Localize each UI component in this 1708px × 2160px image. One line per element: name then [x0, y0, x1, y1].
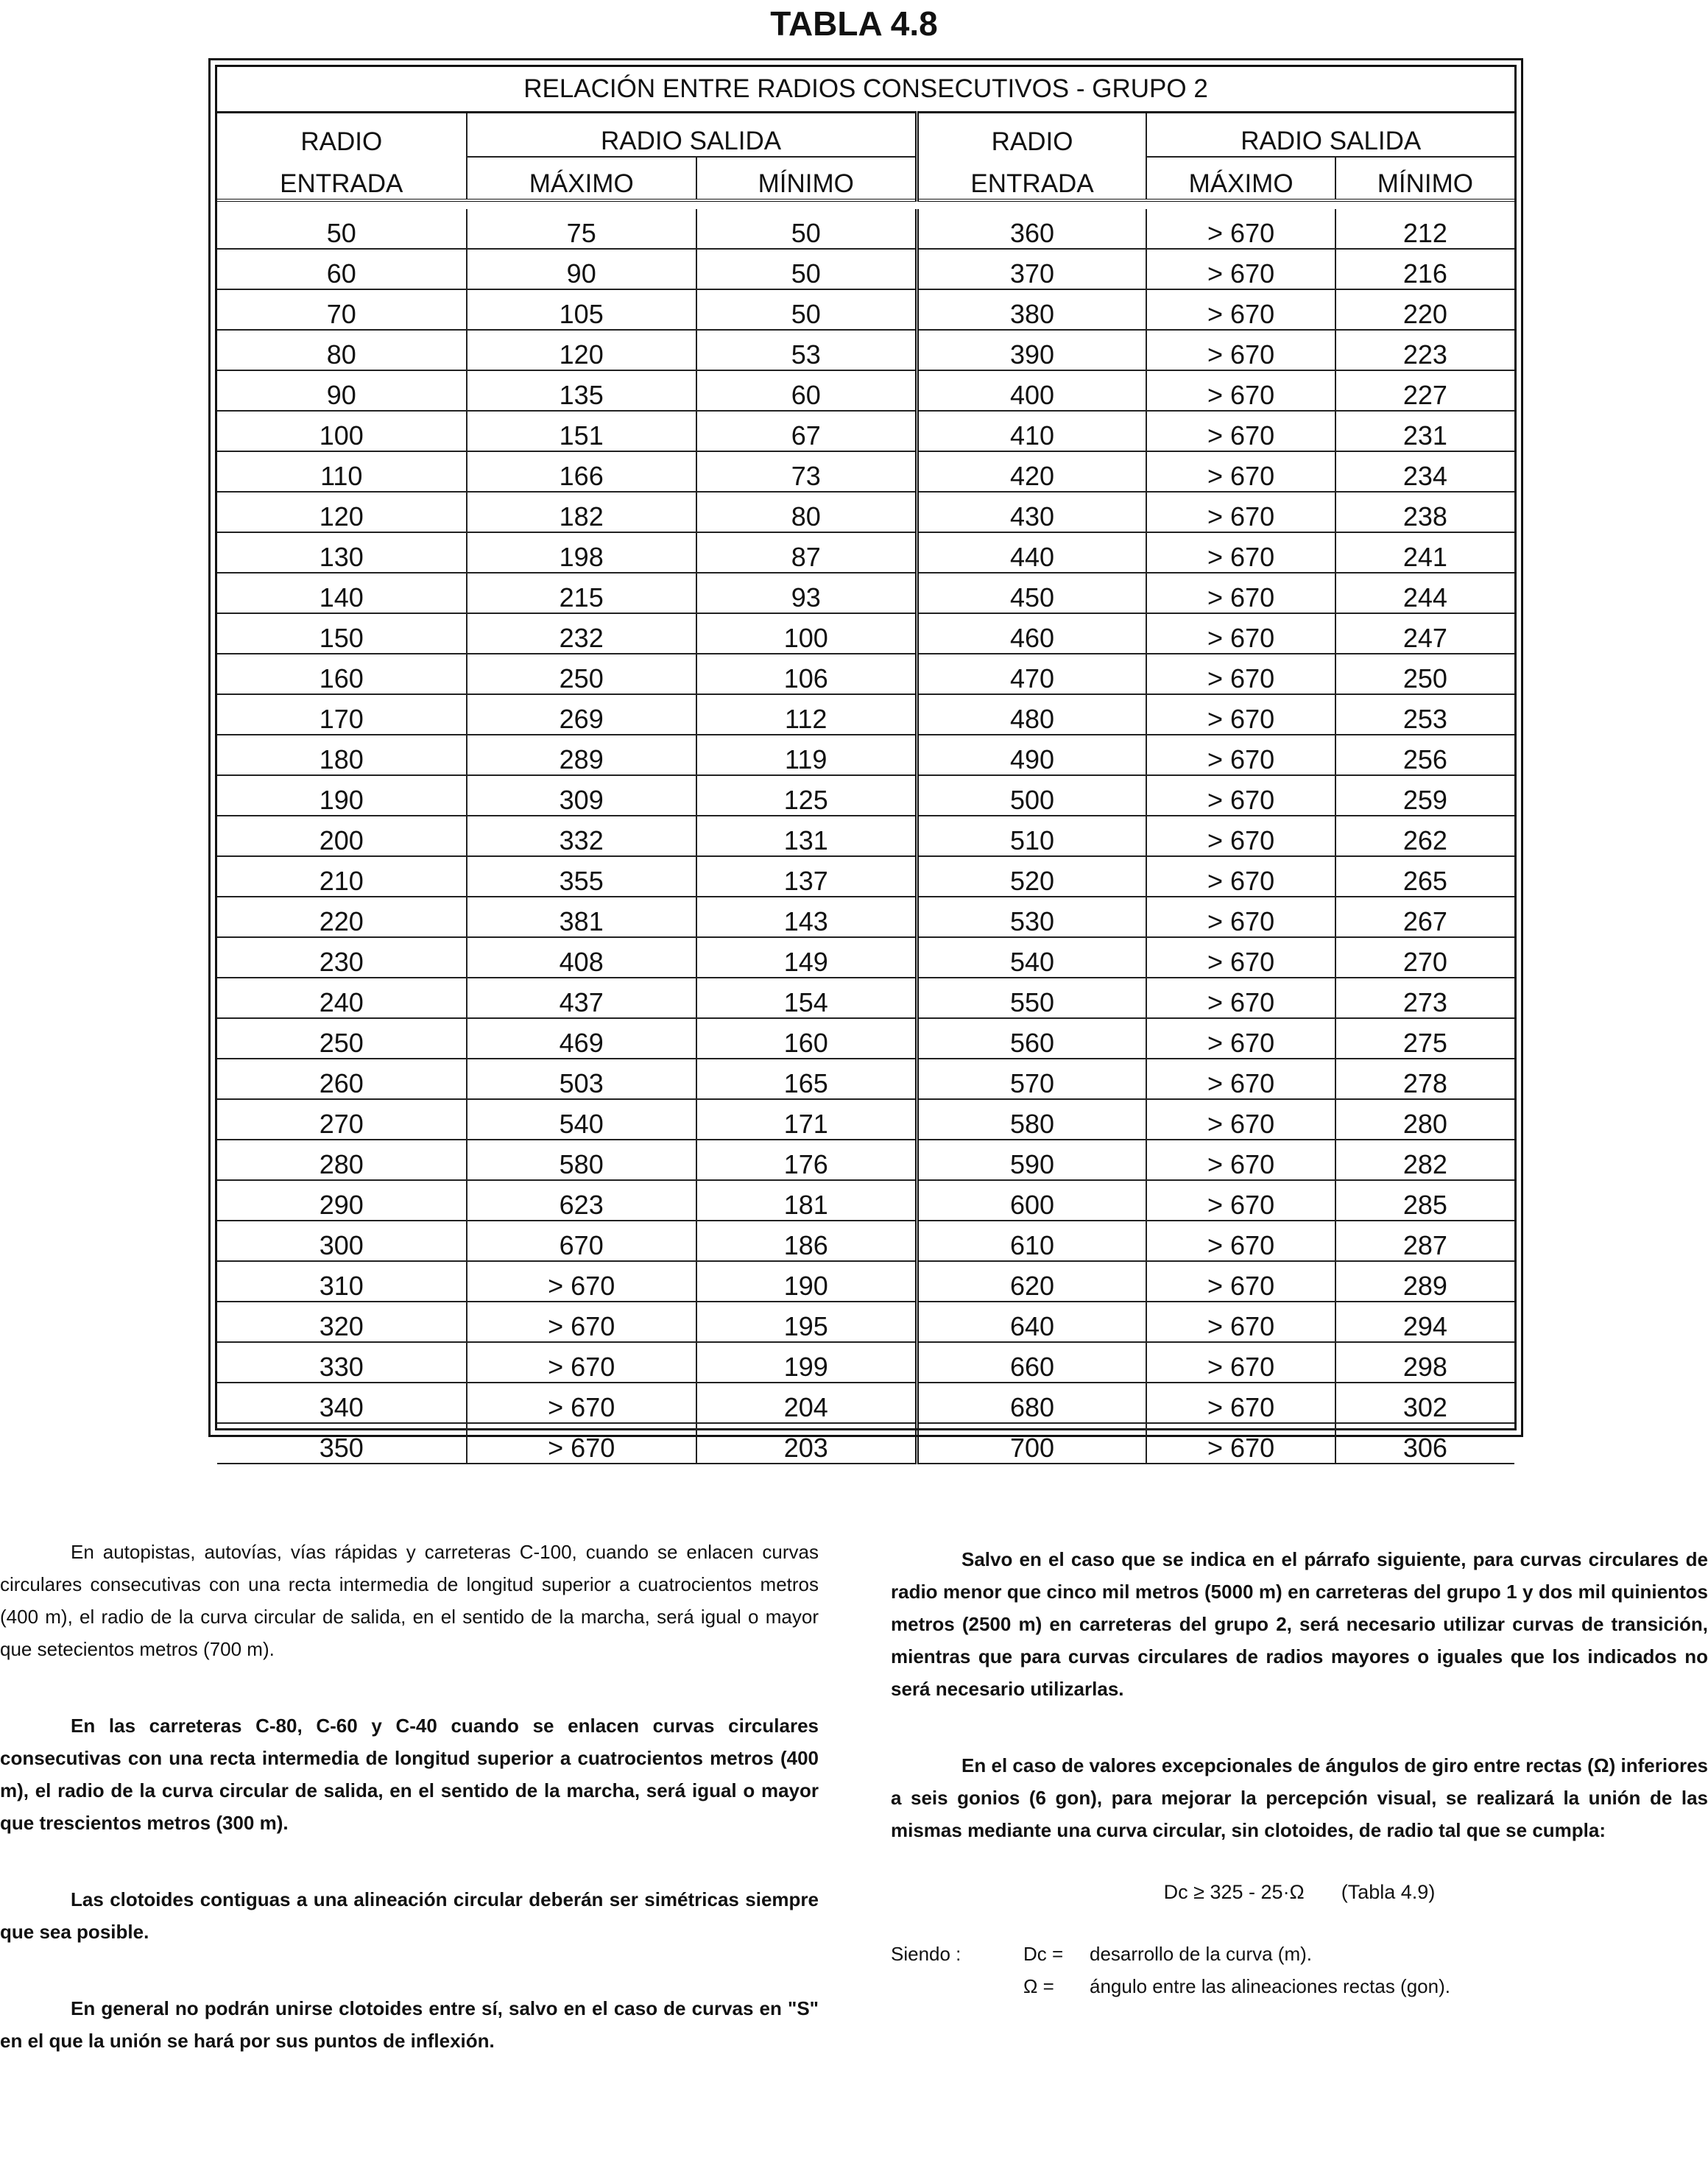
cell-minimo-left: 171	[696, 1099, 917, 1140]
cell-maximo-right: > 670	[1146, 1423, 1335, 1464]
cell-entrada-left: 110	[217, 451, 467, 492]
cell-entrada-right: 370	[917, 249, 1146, 289]
cell-maximo-left: 623	[467, 1180, 696, 1221]
cell-maximo-left: > 670	[467, 1342, 696, 1383]
table-title: TABLA 4.8	[770, 4, 938, 43]
cell-entrada-left: 290	[217, 1180, 467, 1221]
table-row	[217, 897, 1514, 937]
table-row	[217, 978, 1514, 1018]
cell-minimo-left: 50	[696, 209, 917, 249]
cell-entrada-left: 180	[217, 735, 467, 775]
table-row	[217, 370, 1514, 411]
table-row	[217, 1221, 1514, 1261]
cell-entrada-left: 210	[217, 856, 467, 897]
cell-maximo-left: 381	[467, 897, 696, 937]
table-row	[217, 735, 1514, 775]
cell-maximo-left: 309	[467, 775, 696, 816]
cell-minimo-left: 165	[696, 1059, 917, 1099]
cell-minimo-left: 181	[696, 1180, 917, 1221]
radii-table-frame	[208, 58, 1523, 1463]
cell-minimo-right: 278	[1335, 1059, 1514, 1099]
cell-maximo-left: 289	[467, 735, 696, 775]
definition-symbol-omega: Ω =	[1023, 1975, 1054, 1997]
cell-entrada-left: 80	[217, 330, 467, 370]
radii-table-inner	[215, 65, 1517, 1463]
header-row-2	[217, 157, 1514, 200]
cell-entrada-right: 570	[917, 1059, 1146, 1099]
definition-symbol-dc: Dc =	[1023, 1943, 1064, 1965]
header-entrada-left: ENTRADA	[217, 157, 467, 200]
cell-entrada-right: 470	[917, 654, 1146, 694]
paragraph-clotoides-simetricas: Las clotoides contiguas a una alineación circular deberán ser simétricas siempre que sea posible.	[0, 1888, 819, 1943]
cell-minimo-right: 234	[1335, 451, 1514, 492]
paragraph-angulos-giro: En el caso de valores excepcionales de ángulos de giro entre rectas (Ω) inferiores a seis gonios (6 gon), para mejorar la percepción visual, se realizará la unión de las mismas mediante una curva circular, sin clotoides, de radio tal que se cumpla:	[891, 1754, 1708, 1841]
cell-minimo-left: 50	[696, 249, 917, 289]
cell-maximo-right: > 670	[1146, 816, 1335, 856]
cell-entrada-left: 280	[217, 1140, 467, 1180]
cell-maximo-left: 670	[467, 1221, 696, 1261]
cell-entrada-left: 240	[217, 978, 467, 1018]
cell-maximo-left: 503	[467, 1059, 696, 1099]
cell-maximo-left: 215	[467, 573, 696, 613]
cell-maximo-left: 166	[467, 451, 696, 492]
table-row	[217, 1261, 1514, 1302]
paragraph-carreteras-c80: En las carreteras C-80, C-60 y C-40 cuando se enlacen curvas circulares consecutivas con una recta intermedia de longitud superior a cuatrocientos metros (400 m), el radio de la curva circular de salida, en el sentido de la marcha, será igual o mayor que trescientos metros (300 m).	[0, 1715, 819, 1834]
cell-minimo-right: 250	[1335, 654, 1514, 694]
cell-minimo-right: 212	[1335, 209, 1514, 249]
cell-entrada-right: 440	[917, 532, 1146, 573]
table-row	[217, 289, 1514, 330]
table-row	[217, 451, 1514, 492]
table-row	[217, 816, 1514, 856]
cell-minimo-right: 302	[1335, 1383, 1514, 1423]
header-row-1	[217, 113, 1514, 158]
table-row	[217, 411, 1514, 451]
header-radio-left: RADIO	[217, 113, 467, 158]
table-row	[217, 856, 1514, 897]
cell-maximo-left: 120	[467, 330, 696, 370]
cell-minimo-left: 195	[696, 1302, 917, 1342]
header-maximo-left: MÁXIMO	[467, 157, 696, 200]
cell-maximo-right: > 670	[1146, 654, 1335, 694]
table-row	[217, 330, 1514, 370]
cell-maximo-left: 75	[467, 209, 696, 249]
cell-minimo-left: 204	[696, 1383, 917, 1423]
cell-entrada-right: 360	[917, 209, 1146, 249]
cell-maximo-left: 540	[467, 1099, 696, 1140]
cell-entrada-right: 660	[917, 1342, 1146, 1383]
cell-entrada-left: 170	[217, 694, 467, 735]
cell-minimo-left: 73	[696, 451, 917, 492]
formula	[891, 1876, 1708, 1908]
cell-entrada-left: 150	[217, 613, 467, 654]
cell-maximo-left: > 670	[467, 1261, 696, 1302]
cell-minimo-right: 220	[1335, 289, 1514, 330]
cell-entrada-right: 450	[917, 573, 1146, 613]
cell-maximo-right: > 670	[1146, 209, 1335, 249]
cell-entrada-right: 540	[917, 937, 1146, 978]
cell-entrada-left: 120	[217, 492, 467, 532]
cell-maximo-left: 90	[467, 249, 696, 289]
cell-minimo-right: 298	[1335, 1342, 1514, 1383]
cell-maximo-right: > 670	[1146, 694, 1335, 735]
cell-minimo-left: 119	[696, 735, 917, 775]
right-text-column	[891, 1543, 1708, 2002]
cell-maximo-right: > 670	[1146, 1342, 1335, 1383]
cell-minimo-right: 227	[1335, 370, 1514, 411]
cell-minimo-left: 80	[696, 492, 917, 532]
cell-entrada-left: 230	[217, 937, 467, 978]
cell-entrada-right: 640	[917, 1302, 1146, 1342]
cell-maximo-right: > 670	[1146, 1018, 1335, 1059]
cell-maximo-right: > 670	[1146, 1180, 1335, 1221]
table-row	[217, 1018, 1514, 1059]
cell-entrada-right: 590	[917, 1140, 1146, 1180]
table-row	[217, 1342, 1514, 1383]
cell-minimo-left: 112	[696, 694, 917, 735]
cell-maximo-left: 182	[467, 492, 696, 532]
cell-maximo-right: > 670	[1146, 1099, 1335, 1140]
cell-entrada-right: 410	[917, 411, 1146, 451]
table-row	[217, 249, 1514, 289]
cell-entrada-right: 510	[917, 816, 1146, 856]
cell-maximo-left: 250	[467, 654, 696, 694]
cell-entrada-right: 560	[917, 1018, 1146, 1059]
cell-minimo-left: 100	[696, 613, 917, 654]
cell-entrada-right: 530	[917, 897, 1146, 937]
cell-minimo-right: 280	[1335, 1099, 1514, 1140]
cell-entrada-right: 400	[917, 370, 1146, 411]
table-caption: RELACIÓN ENTRE RADIOS CONSECUTIVOS - GRUPO 2	[217, 67, 1514, 113]
table-row	[217, 1423, 1514, 1464]
cell-maximo-right: > 670	[1146, 492, 1335, 532]
cell-maximo-right: > 670	[1146, 897, 1335, 937]
header-radio-salida-left: RADIO SALIDA	[467, 113, 917, 158]
cell-entrada-right: 610	[917, 1221, 1146, 1261]
cell-entrada-left: 200	[217, 816, 467, 856]
cell-minimo-left: 53	[696, 330, 917, 370]
cell-minimo-left: 160	[696, 1018, 917, 1059]
cell-minimo-left: 106	[696, 654, 917, 694]
cell-entrada-left: 260	[217, 1059, 467, 1099]
cell-minimo-left: 143	[696, 897, 917, 937]
cell-maximo-right: > 670	[1146, 978, 1335, 1018]
cell-entrada-right: 430	[917, 492, 1146, 532]
table-row	[217, 613, 1514, 654]
cell-minimo-right: 256	[1335, 735, 1514, 775]
cell-minimo-left: 203	[696, 1423, 917, 1464]
cell-minimo-right: 247	[1335, 613, 1514, 654]
table-row	[217, 1099, 1514, 1140]
cell-minimo-right: 267	[1335, 897, 1514, 937]
cell-maximo-right: > 670	[1146, 289, 1335, 330]
cell-entrada-left: 220	[217, 897, 467, 937]
cell-minimo-right: 223	[1335, 330, 1514, 370]
cell-entrada-left: 50	[217, 209, 467, 249]
cell-minimo-right: 287	[1335, 1221, 1514, 1261]
cell-maximo-right: > 670	[1146, 613, 1335, 654]
cell-entrada-right: 490	[917, 735, 1146, 775]
cell-maximo-left: > 670	[467, 1383, 696, 1423]
cell-entrada-left: 340	[217, 1383, 467, 1423]
cell-maximo-right: > 670	[1146, 451, 1335, 492]
table-row	[217, 1140, 1514, 1180]
cell-maximo-right: > 670	[1146, 775, 1335, 816]
cell-maximo-right: > 670	[1146, 573, 1335, 613]
header-minimo-left: MÍNIMO	[696, 157, 917, 200]
cell-minimo-left: 93	[696, 573, 917, 613]
cell-entrada-left: 300	[217, 1221, 467, 1261]
left-text-column	[0, 1536, 819, 2101]
cell-maximo-right: > 670	[1146, 370, 1335, 411]
cell-maximo-right: > 670	[1146, 1383, 1335, 1423]
cell-minimo-right: 259	[1335, 775, 1514, 816]
cell-minimo-right: 238	[1335, 492, 1514, 532]
cell-minimo-left: 125	[696, 775, 917, 816]
cell-entrada-right: 550	[917, 978, 1146, 1018]
cell-minimo-left: 131	[696, 816, 917, 856]
cell-maximo-left: 135	[467, 370, 696, 411]
header-radio-right: RADIO	[917, 113, 1146, 158]
cell-entrada-right: 420	[917, 451, 1146, 492]
cell-maximo-left: 332	[467, 816, 696, 856]
definition-text-omega: ángulo entre las alineaciones rectas (gon).	[1090, 1975, 1450, 1997]
cell-minimo-right: 282	[1335, 1140, 1514, 1180]
cell-minimo-left: 50	[696, 289, 917, 330]
cell-entrada-left: 130	[217, 532, 467, 573]
paragraph-autopistas: En autopistas, autovías, vías rápidas y carreteras C-100, cuando se enlacen curvas circulares consecutivas con una recta intermedia de longitud superior a cuatrocientos metros (400 m), el radio de la curva circular de salida, en el sentido de la marcha, será igual o mayor que setecientos metros (700 m).	[0, 1541, 819, 1660]
cell-entrada-right: 600	[917, 1180, 1146, 1221]
table-row	[217, 1383, 1514, 1423]
paragraph-curvas-transicion: Salvo en el caso que se indica en el párrafo siguiente, para curvas circulares de radio menor que cinco mil metros (5000 m) en carreteras del grupo 1 y dos mil quinientos metros (2500 m) en carreteras del grupo 2, será necesario utilizar curvas de transición, mientras que para curvas circulares de radios mayores o iguales que los indicados no será necesario utilizarlas.	[891, 1548, 1708, 1700]
table-row	[217, 654, 1514, 694]
cell-minimo-left: 87	[696, 532, 917, 573]
cell-entrada-left: 140	[217, 573, 467, 613]
cell-entrada-right: 680	[917, 1383, 1146, 1423]
cell-entrada-left: 60	[217, 249, 467, 289]
cell-entrada-right: 700	[917, 1423, 1146, 1464]
cell-minimo-right: 262	[1335, 816, 1514, 856]
cell-entrada-left: 320	[217, 1302, 467, 1342]
cell-maximo-right: > 670	[1146, 1140, 1335, 1180]
cell-entrada-left: 100	[217, 411, 467, 451]
cell-maximo-right: > 670	[1146, 249, 1335, 289]
cell-entrada-left: 90	[217, 370, 467, 411]
cell-minimo-left: 67	[696, 411, 917, 451]
cell-minimo-left: 176	[696, 1140, 917, 1180]
cell-maximo-left: 269	[467, 694, 696, 735]
table-row	[217, 532, 1514, 573]
cell-maximo-right: > 670	[1146, 1302, 1335, 1342]
cell-minimo-right: 216	[1335, 249, 1514, 289]
cell-entrada-right: 500	[917, 775, 1146, 816]
cell-entrada-right: 460	[917, 613, 1146, 654]
cell-minimo-right: 306	[1335, 1423, 1514, 1464]
cell-maximo-right: > 670	[1146, 856, 1335, 897]
formula-reference: (Tabla 4.9)	[1341, 1881, 1436, 1903]
cell-maximo-right: > 670	[1146, 1261, 1335, 1302]
table-row	[217, 1302, 1514, 1342]
cell-entrada-right: 480	[917, 694, 1146, 735]
cell-entrada-right: 520	[917, 856, 1146, 897]
cell-minimo-right: 253	[1335, 694, 1514, 735]
cell-minimo-right: 265	[1335, 856, 1514, 897]
cell-maximo-left: 469	[467, 1018, 696, 1059]
cell-maximo-right: > 670	[1146, 1221, 1335, 1261]
table-row	[217, 694, 1514, 735]
table-row	[217, 937, 1514, 978]
siendo-label: Siendo :	[891, 1943, 961, 1965]
cell-entrada-right: 620	[917, 1261, 1146, 1302]
cell-maximo-right: > 670	[1146, 532, 1335, 573]
cell-maximo-left: 437	[467, 978, 696, 1018]
cell-minimo-left: 149	[696, 937, 917, 978]
cell-maximo-left: 105	[467, 289, 696, 330]
header-minimo-right: MÍNIMO	[1377, 169, 1473, 198]
table-row	[217, 573, 1514, 613]
cell-minimo-left: 154	[696, 978, 917, 1018]
header-maximo-right: MÁXIMO	[1146, 157, 1335, 200]
cell-maximo-left: 151	[467, 411, 696, 451]
table-row	[217, 492, 1514, 532]
cell-minimo-left: 186	[696, 1221, 917, 1261]
paragraph-clotoides-union: En general no podrán unirse clotoides entre sí, salvo en el caso de curvas en "S" en el que la unión se hará por sus puntos de inflexión.	[0, 1997, 819, 2052]
radii-table	[217, 67, 1514, 1464]
cell-minimo-right: 275	[1335, 1018, 1514, 1059]
table-body	[217, 200, 1514, 1464]
cell-entrada-left: 330	[217, 1342, 467, 1383]
table-row	[217, 775, 1514, 816]
formula-expression: Dc ≥ 325 - 25·Ω	[1163, 1881, 1305, 1903]
cell-minimo-right: 270	[1335, 937, 1514, 978]
table-row	[217, 1059, 1514, 1099]
cell-minimo-left: 199	[696, 1342, 917, 1383]
cell-entrada-right: 580	[917, 1099, 1146, 1140]
header-entrada-right: ENTRADA	[917, 157, 1146, 200]
cell-entrada-left: 190	[217, 775, 467, 816]
cell-entrada-left: 70	[217, 289, 467, 330]
cell-entrada-left: 270	[217, 1099, 467, 1140]
cell-maximo-left: 408	[467, 937, 696, 978]
cell-maximo-right: > 670	[1146, 937, 1335, 978]
cell-entrada-left: 350	[217, 1423, 467, 1464]
header-radio-salida-right: RADIO SALIDA	[1146, 113, 1514, 158]
cell-minimo-right: 285	[1335, 1180, 1514, 1221]
cell-entrada-left: 250	[217, 1018, 467, 1059]
cell-minimo-right: 244	[1335, 573, 1514, 613]
cell-minimo-left: 190	[696, 1261, 917, 1302]
cell-minimo-left: 137	[696, 856, 917, 897]
cell-maximo-right: > 670	[1146, 330, 1335, 370]
cell-maximo-left: 232	[467, 613, 696, 654]
cell-maximo-left: > 670	[467, 1423, 696, 1464]
cell-minimo-right: 273	[1335, 978, 1514, 1018]
cell-maximo-left: 198	[467, 532, 696, 573]
cell-minimo-right: 241	[1335, 532, 1514, 573]
definition-row-dc	[891, 1938, 1708, 1970]
cell-entrada-right: 390	[917, 330, 1146, 370]
cell-maximo-left: > 670	[467, 1302, 696, 1342]
cell-maximo-right: > 670	[1146, 735, 1335, 775]
cell-maximo-right: > 670	[1146, 1059, 1335, 1099]
cell-entrada-right: 380	[917, 289, 1146, 330]
cell-minimo-right: 294	[1335, 1302, 1514, 1342]
cell-maximo-left: 355	[467, 856, 696, 897]
cell-maximo-right: > 670	[1146, 411, 1335, 451]
cell-entrada-left: 160	[217, 654, 467, 694]
table-row	[217, 1180, 1514, 1221]
cell-minimo-left: 60	[696, 370, 917, 411]
cell-maximo-left: 580	[467, 1140, 696, 1180]
definition-text-dc: desarrollo de la curva (m).	[1090, 1943, 1312, 1965]
table-row	[217, 209, 1514, 249]
cell-minimo-right: 231	[1335, 411, 1514, 451]
definition-row-omega	[891, 1970, 1708, 2002]
cell-minimo-right: 289	[1335, 1261, 1514, 1302]
cell-entrada-left: 310	[217, 1261, 467, 1302]
